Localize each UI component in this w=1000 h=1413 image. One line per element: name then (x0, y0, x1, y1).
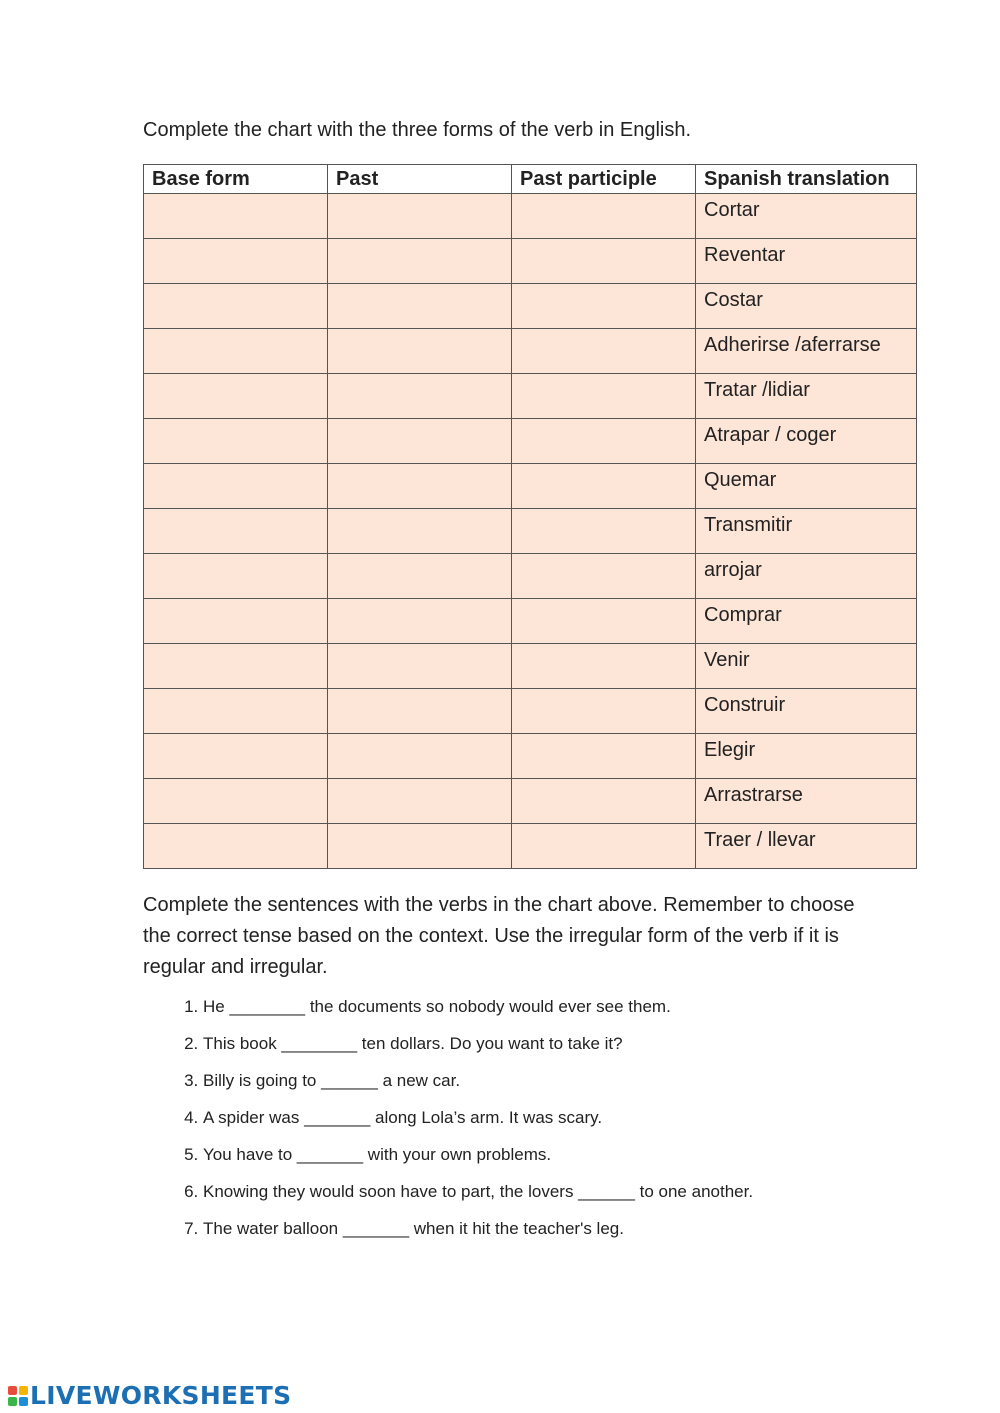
base-form-cell[interactable] (144, 284, 328, 329)
past-participle-cell[interactable] (512, 599, 696, 644)
logo-squares-icon (8, 1386, 28, 1406)
base-form-cell[interactable] (144, 824, 328, 869)
spanish-translation-cell: Comprar (696, 599, 917, 644)
base-form-cell[interactable] (144, 329, 328, 374)
table-row (144, 239, 917, 284)
spanish-translation-cell: Quemar (696, 464, 917, 509)
header-past-participle: Past participle (512, 165, 696, 194)
past-cell[interactable] (328, 374, 512, 419)
past-participle-cell[interactable] (512, 644, 696, 689)
past-participle-cell[interactable] (512, 419, 696, 464)
spanish-translation-cell: Cortar (696, 194, 917, 239)
past-cell[interactable] (328, 644, 512, 689)
table-row (144, 509, 917, 554)
header-base-form: Base form (144, 165, 328, 194)
base-form-cell[interactable] (144, 464, 328, 509)
spanish-translation-cell: Transmitir (696, 509, 917, 554)
base-form-cell[interactable] (144, 509, 328, 554)
table-row (144, 284, 917, 329)
spanish-translation-cell: Arrastrarse (696, 779, 917, 824)
chart-instructions: Complete the chart with the three forms of the verb in English. (143, 119, 692, 141)
table-row (144, 374, 917, 419)
past-cell[interactable] (328, 509, 512, 554)
sentences-instructions: Complete the sentences with the verbs in the chart above. Remember to choose the correct tense based on the context. Use the irregular form of the verb if it is regular and irregular. (143, 894, 855, 978)
past-cell[interactable] (328, 689, 512, 734)
past-cell[interactable] (328, 734, 512, 779)
past-participle-cell[interactable] (512, 194, 696, 239)
past-cell[interactable] (328, 779, 512, 824)
base-form-cell[interactable] (144, 644, 328, 689)
past-participle-cell[interactable] (512, 329, 696, 374)
table-row (144, 419, 917, 464)
sentence-item[interactable]: 1. He ________ the documents so nobody would ever see them. (203, 994, 963, 1031)
verb-forms-table (143, 164, 917, 869)
past-cell[interactable] (328, 554, 512, 599)
sentence-item[interactable]: 7. The water balloon _______ when it hit the teacher's leg. (203, 1216, 963, 1253)
past-participle-cell[interactable] (512, 374, 696, 419)
past-participle-cell[interactable] (512, 824, 696, 869)
base-form-cell[interactable] (144, 554, 328, 599)
header-spanish-translation: Spanish translation (696, 165, 917, 194)
sentence-item[interactable]: 3. Billy is going to ______ a new car. (203, 1068, 963, 1105)
base-form-cell[interactable] (144, 779, 328, 824)
past-participle-cell[interactable] (512, 779, 696, 824)
past-participle-cell[interactable] (512, 734, 696, 779)
base-form-cell[interactable] (144, 734, 328, 779)
table-row (144, 464, 917, 509)
base-form-cell[interactable] (144, 239, 328, 284)
spanish-translation-cell: Costar (696, 284, 917, 329)
past-participle-cell[interactable] (512, 509, 696, 554)
sentence-item[interactable]: 2. This book ________ ten dollars. Do you want to take it? (203, 1031, 963, 1068)
spanish-translation-cell: Construir (696, 689, 917, 734)
spanish-translation-cell: Reventar (696, 239, 917, 284)
spanish-translation-cell: Tratar /lidiar (696, 374, 917, 419)
table-row (144, 329, 917, 374)
past-cell[interactable] (328, 194, 512, 239)
spanish-translation-cell: Atrapar / coger (696, 419, 917, 464)
past-cell[interactable] (328, 419, 512, 464)
sentence-item[interactable]: 4. A spider was _______ along Lola’s arm. It was scary. (203, 1105, 963, 1142)
table-row (144, 779, 917, 824)
table-row (144, 554, 917, 599)
sentence-item[interactable]: 6. Knowing they would soon have to part, the lovers ______ to one another. (203, 1179, 963, 1216)
base-form-cell[interactable] (144, 194, 328, 239)
table-row (144, 194, 917, 239)
liveworksheets-logo (8, 1381, 291, 1410)
past-cell[interactable] (328, 284, 512, 329)
table-row (144, 644, 917, 689)
base-form-cell[interactable] (144, 374, 328, 419)
spanish-translation-cell: Adherirse /aferrarse (696, 329, 917, 374)
sentence-list (143, 994, 963, 1253)
past-cell[interactable] (328, 464, 512, 509)
past-cell[interactable] (328, 599, 512, 644)
base-form-cell[interactable] (144, 419, 328, 464)
sentence-item[interactable]: 5. You have to _______ with your own problems. (203, 1142, 963, 1179)
base-form-cell[interactable] (144, 599, 328, 644)
past-cell[interactable] (328, 239, 512, 284)
spanish-translation-cell: Traer / llevar (696, 824, 917, 869)
past-participle-cell[interactable] (512, 689, 696, 734)
table-row (144, 689, 917, 734)
past-participle-cell[interactable] (512, 284, 696, 329)
table-row (144, 734, 917, 779)
past-cell[interactable] (328, 329, 512, 374)
past-participle-cell[interactable] (512, 554, 696, 599)
table-row (144, 599, 917, 644)
logo-text: LIVEWORKSHEETS (30, 1381, 292, 1410)
past-participle-cell[interactable] (512, 239, 696, 284)
spanish-translation-cell: Venir (696, 644, 917, 689)
past-participle-cell[interactable] (512, 464, 696, 509)
base-form-cell[interactable] (144, 689, 328, 734)
spanish-translation-cell: Elegir (696, 734, 917, 779)
header-past: Past (328, 165, 512, 194)
past-cell[interactable] (328, 824, 512, 869)
table-row (144, 824, 917, 869)
table-header-row (144, 165, 917, 194)
spanish-translation-cell: arrojar (696, 554, 917, 599)
